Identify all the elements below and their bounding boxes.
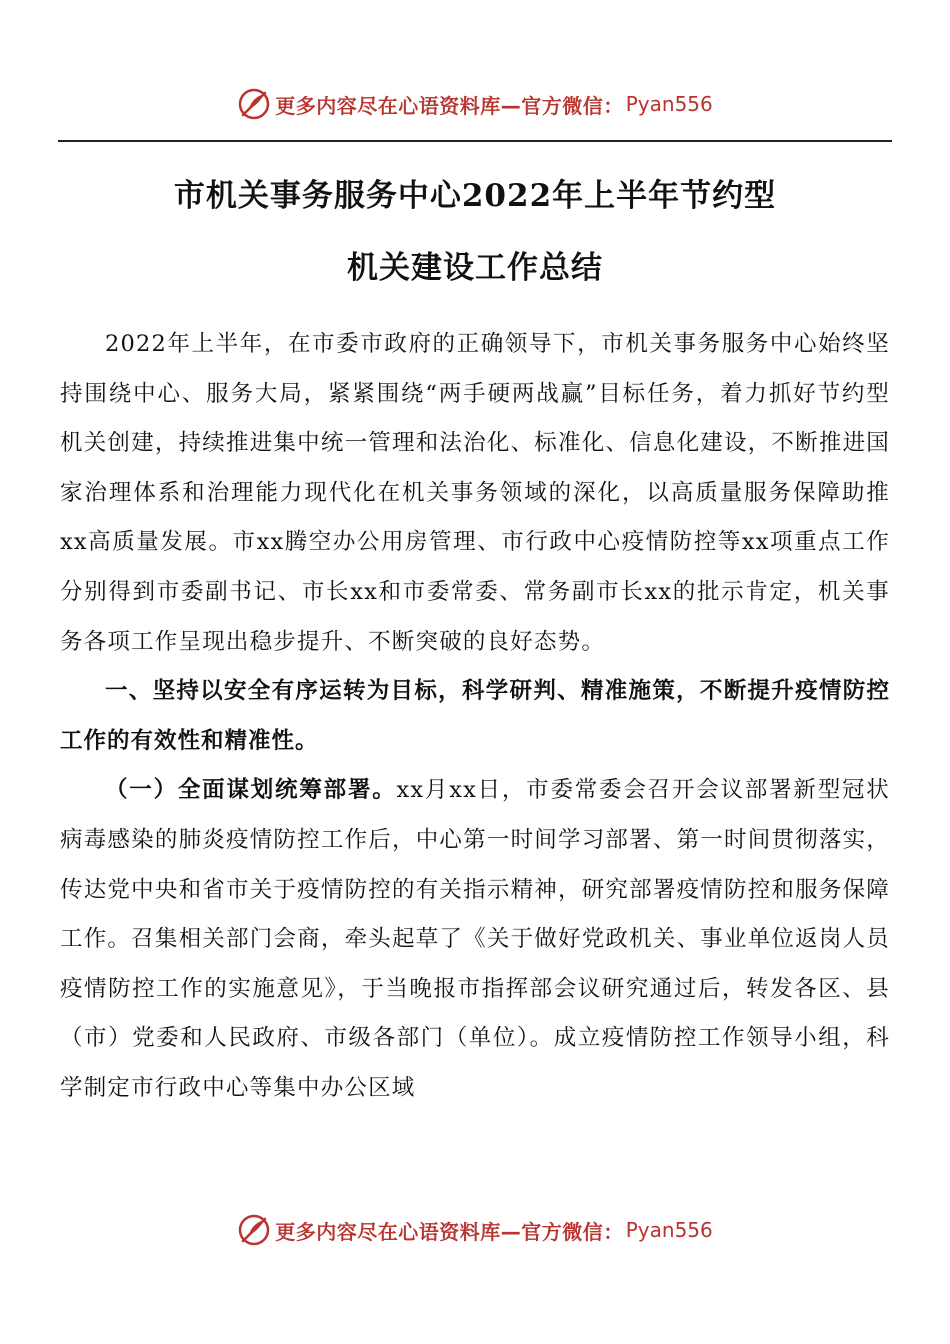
footer-banner <box>0 1210 950 1250</box>
intro-paragraph: 2022年上半年，在市委市政府的正确领导下，市机关事务服务中心始终坚持围绕中心、服务大局，紧紧围绕“两手硬两战赢”目标任务，着力抓好节约型机关创建，持续推进集中统一管理和法治化、标准化、信息化建设，不断推进国家治理体系和治理能力现代化在机关事务领域的深化，以高质量服务保障助推xx高质量发展。市xx腾空办公用房管理、市行政中心疫情防控等xx项重点工作分别得到市委副书记、市长xx和市委常委、常务副市长xx的批示肯定，机关事务各项工作呈现出稳步提升、不断突破的良好态势。 <box>60 331 890 655</box>
section-1-heading: 一、坚持以安全有序运转为目标，科学研判、精准施策，不断提升疫情防控工作的有效性和精准性。 <box>60 678 890 754</box>
document-body <box>60 320 890 1114</box>
subsection-1-paragraph <box>60 766 890 1113</box>
header-banner <box>0 84 950 124</box>
banner-wechat-id: Pyan556 <box>625 92 713 116</box>
header-divider <box>58 140 892 142</box>
banner-text: 更多内容尽在心语资料库—官方微信： <box>275 1219 624 1244</box>
banner-wechat-id: Pyan556 <box>625 1218 713 1242</box>
subsection-1-text: xx月xx日，市委常委会召开会议部署新型冠状病毒感染的肺炎疫情防控工作后，中心第一时间学习部署、第一时间贯彻落实，传达党中央和省市关于疫情防控的有关指示精神，研究部署疫情防控和服务保障工作。召集相关部门会商，牵头起草了《关于做好党政机关、事业单位返岗人员疫情防控工作的实施意见》，于当晚报市指挥部会议研究通过后，转发各区、县（市）党委和人民政府、市级各部门（单位）。成立疫情防控工作领导小组，科学制定市行政中心等集中办公区域 <box>60 777 890 1101</box>
feather-logo-icon <box>237 1213 271 1247</box>
document-title-line2: 机关建设工作总结 <box>347 250 603 286</box>
banner-text: 更多内容尽在心语资料库—官方微信： <box>275 93 624 118</box>
subsection-1-heading: （一）全面谋划统筹部署。 <box>105 777 397 804</box>
document-title-line1: 市机关事务服务中心2022年上半年节约型 <box>173 178 777 214</box>
feather-logo-icon <box>237 87 271 121</box>
